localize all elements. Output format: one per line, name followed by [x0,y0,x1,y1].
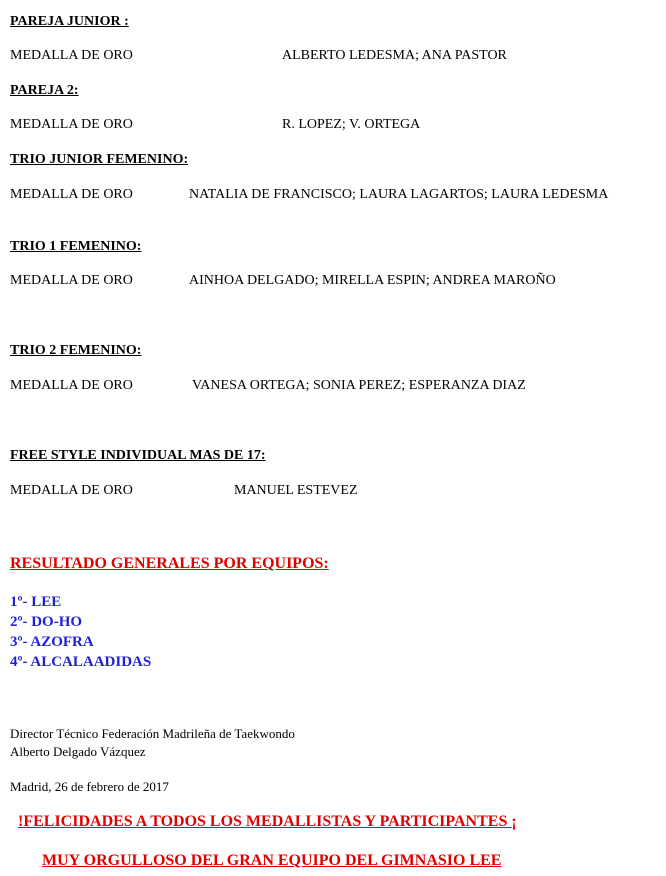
medal-names: R. LOPEZ; V. ORTEGA [282,117,421,132]
results-title: RESULTADO GENERALES POR EQUIPOS: [10,555,329,572]
closing-proud-team: MUY ORGULLOSO DEL GRAN EQUIPO DEL GIMNASIO LEE [42,852,502,869]
signature-name: Alberto Delgado Vázquez [10,744,146,759]
section-title-trio-1-femenino: TRIO 1 FEMENINO: [10,239,142,254]
signature-date: Madrid, 26 de febrero de 2017 [10,779,169,794]
medal-names: AINHOA DELGADO; MIRELLA ESPIN; ANDREA MAROÑO [189,273,556,288]
medal-label: MEDALLA DE ORO [10,187,133,202]
section-title-trio-2-femenino: TRIO 2 FEMENINO: [10,343,142,358]
medal-label: MEDALLA DE ORO [10,378,133,393]
medal-label: MEDALLA DE ORO [10,117,133,132]
section-title-free-style: FREE STYLE INDIVIDUAL MAS DE 17: [10,448,266,463]
team-rank-3: 3º- AZOFRA [10,634,94,650]
section-title-pareja-junior: PAREJA JUNIOR : [10,14,129,29]
medal-names: NATALIA DE FRANCISCO; LAURA LAGARTOS; LAURA LEDESMA [189,187,609,202]
medal-label: MEDALLA DE ORO [10,273,133,288]
team-rank-4: 4º- ALCALAADIDAS [10,654,152,670]
section-title-trio-junior-femenino: TRIO JUNIOR FEMENINO: [10,152,189,167]
closing-congratulations: !FELICIDADES A TODOS LOS MEDALLISTAS Y PARTICIPANTES ¡ [18,813,517,830]
medal-label: MEDALLA DE ORO [10,483,133,498]
team-rank-2: 2º- DO-HO [10,614,83,630]
section-title-pareja-2: PAREJA 2: [10,83,79,98]
signature-title: Director Técnico Federación Madrileña de Taekwondo [10,726,295,741]
medal-names: VANESA ORTEGA; SONIA PEREZ; ESPERANZA DIAZ [192,378,526,393]
medal-label: MEDALLA DE ORO [10,48,133,63]
medal-names: MANUEL ESTEVEZ [234,483,358,498]
team-rank-1: 1º- LEE [10,594,62,610]
medal-names: ALBERTO LEDESMA; ANA PASTOR [282,48,507,63]
